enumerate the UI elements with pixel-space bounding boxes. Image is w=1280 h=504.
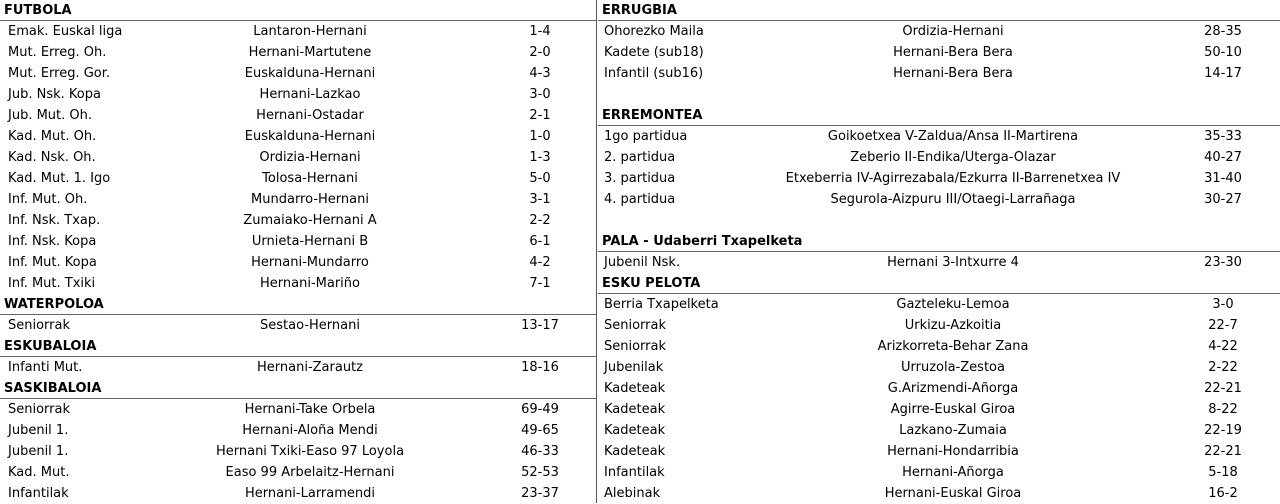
match-score: 50-10 (1204, 45, 1242, 60)
category-label: Alebinak (604, 486, 661, 501)
result-row (598, 42, 1280, 63)
category-label: Berria Txapelketa (604, 297, 719, 312)
match-teams: Hernani-Aloña Mendi (242, 423, 378, 438)
result-row (598, 420, 1280, 441)
match-teams: Goikoetxea V-Zaldua/Ansa II-Martirena (827, 129, 1079, 144)
category-label: Kad. Nsk. Oh. (8, 150, 96, 165)
result-row (0, 399, 596, 420)
sport-section (0, 0, 596, 294)
category-label: Kadeteak (604, 444, 666, 459)
sport-section (598, 273, 1280, 504)
category-label: Emak. Euskal liga (8, 24, 123, 39)
result-row (0, 210, 596, 231)
match-score: 13-17 (521, 318, 559, 333)
sport-section (0, 294, 596, 336)
column-divider (596, 0, 597, 503)
result-row (0, 483, 596, 504)
match-teams: Urnieta-Hernani B (251, 234, 369, 249)
match-teams: Zeberio II-Endika/Uterga-Olazar (850, 150, 1056, 165)
match-teams: Hernani-Larramendi (244, 486, 376, 501)
match-score: 3-1 (529, 192, 551, 207)
result-row (598, 462, 1280, 483)
result-row (598, 126, 1280, 147)
category-label: Jubenilak (604, 360, 664, 375)
category-label: Infantilak (604, 465, 665, 480)
match-teams: Tolosa-Hernani (262, 171, 358, 186)
sport-section (0, 378, 596, 504)
match-score: 5-18 (1208, 465, 1238, 480)
section-title: PALA - Udaberri Txapelketa (598, 231, 1280, 252)
match-score: 7-1 (529, 276, 551, 291)
result-row (598, 21, 1280, 42)
result-row (0, 21, 596, 42)
left-results-column (0, 0, 596, 503)
result-row (598, 147, 1280, 168)
match-teams: Hernani-Mariño (260, 276, 360, 291)
match-score: 31-40 (1204, 171, 1242, 186)
category-label: Ohorezko Maila (604, 24, 704, 39)
match-teams: Hernani-Mundarro (251, 255, 369, 270)
category-label: Inf. Nsk. Txap. (8, 213, 101, 228)
match-score: 22-7 (1208, 318, 1238, 333)
category-label: Inf. Nsk. Kopa (8, 234, 97, 249)
result-row (0, 105, 596, 126)
result-row (598, 399, 1280, 420)
match-teams: Lazkano-Zumaia (899, 423, 1007, 438)
result-row (0, 42, 596, 63)
match-teams: Hernani-Martutene (248, 45, 372, 60)
sport-section (0, 336, 596, 378)
match-teams: Urkizu-Azkoitia (904, 318, 1002, 333)
match-score: 46-33 (521, 444, 559, 459)
match-score: 16-2 (1208, 486, 1238, 501)
section-title: ERREMONTEA (598, 105, 1280, 126)
match-score: 23-30 (1204, 255, 1242, 270)
match-teams: G.Arizmendi-Añorga (887, 381, 1019, 396)
match-teams: Lantaron-Hernani (253, 24, 367, 39)
section-title: WATERPOLOA (0, 294, 596, 315)
match-teams: Etxeberria IV-Agirrezabala/Ezkurra II-Barrenetxea IV (785, 171, 1121, 186)
match-teams: Hernani-Bera Bera (893, 66, 1013, 81)
category-label: Inf. Mut. Oh. (8, 192, 88, 207)
section-title: ESKU PELOTA (598, 273, 1280, 294)
category-label: Jub. Nsk. Kopa (8, 87, 101, 102)
result-row (0, 63, 596, 84)
result-row (598, 63, 1280, 84)
match-score: 2-22 (1208, 360, 1238, 375)
match-teams: Ordizia-Hernani (259, 150, 361, 165)
result-row (0, 126, 596, 147)
result-row (598, 189, 1280, 210)
category-label: Infantilak (8, 486, 69, 501)
section-title: ERRUGBIA (598, 0, 1280, 21)
result-row (0, 252, 596, 273)
match-score: 5-0 (529, 171, 551, 186)
section-title: FUTBOLA (0, 0, 596, 21)
category-label: 2. partidua (604, 150, 676, 165)
match-score: 2-1 (529, 108, 551, 123)
match-score: 1-3 (529, 150, 551, 165)
category-label: Inf. Mut. Kopa (8, 255, 97, 270)
result-row (0, 462, 596, 483)
result-row (0, 420, 596, 441)
result-row (0, 315, 596, 336)
match-score: 4-22 (1208, 339, 1238, 354)
match-score: 52-53 (521, 465, 559, 480)
match-teams: Arizkorreta-Behar Zana (877, 339, 1029, 354)
result-row (598, 336, 1280, 357)
match-teams: Euskalduna-Hernani (244, 129, 376, 144)
result-row (0, 84, 596, 105)
match-teams: Mundarro-Hernani (251, 192, 369, 207)
category-label: Mut. Erreg. Oh. (8, 45, 107, 60)
match-score: 35-33 (1204, 129, 1242, 144)
match-score: 30-27 (1204, 192, 1242, 207)
category-label: Kadete (sub18) (604, 45, 704, 60)
match-teams: Gazteleku-Lemoa (896, 297, 1010, 312)
section-spacer (598, 210, 1280, 231)
match-teams: Hernani Txiki-Easo 97 Loyola (215, 444, 405, 459)
match-teams: Ordizia-Hernani (902, 24, 1004, 39)
result-row (0, 357, 596, 378)
match-score: 1-0 (529, 129, 551, 144)
category-label: Kadeteak (604, 402, 666, 417)
category-label: Jubenil 1. (8, 444, 69, 459)
result-row (598, 378, 1280, 399)
result-row (0, 189, 596, 210)
category-label: Inf. Mut. Txiki (8, 276, 96, 291)
match-teams: Agirre-Euskal Giroa (890, 402, 1016, 417)
match-score: 40-27 (1204, 150, 1242, 165)
category-label: Kad. Mut. 1. Igo (8, 171, 111, 186)
result-row (0, 147, 596, 168)
match-teams: Hernani-Euskal Giroa (884, 486, 1022, 501)
match-score: 22-21 (1204, 381, 1242, 396)
match-score: 2-2 (529, 213, 551, 228)
result-row (0, 231, 596, 252)
match-teams: Hernani-Hondarribia (887, 444, 1019, 459)
section-title: SASKIBALOIA (0, 378, 596, 399)
sport-section (598, 231, 1280, 273)
section-spacer (598, 84, 1280, 105)
match-score: 8-22 (1208, 402, 1238, 417)
category-label: Jub. Mut. Oh. (8, 108, 93, 123)
match-score: 49-65 (521, 423, 559, 438)
category-label: Seniorrak (604, 318, 667, 333)
match-score: 23-37 (521, 486, 559, 501)
category-label: Seniorrak (8, 318, 71, 333)
match-score: 4-2 (529, 255, 551, 270)
result-row (0, 441, 596, 462)
category-label: Infanti Mut. (8, 360, 83, 375)
match-teams: Hernani-Añorga (902, 465, 1004, 480)
category-label: Kadeteak (604, 423, 666, 438)
category-label: 4. partidua (604, 192, 676, 207)
match-score: 6-1 (529, 234, 551, 249)
match-score: 22-19 (1204, 423, 1242, 438)
match-score: 1-4 (529, 24, 551, 39)
match-score: 14-17 (1204, 66, 1242, 81)
match-teams: Hernani-Zarautz (257, 360, 363, 375)
category-label: Jubenil Nsk. (604, 255, 681, 270)
category-label: Seniorrak (604, 339, 667, 354)
match-teams: Hernani-Ostadar (256, 108, 364, 123)
match-teams: Hernani-Bera Bera (893, 45, 1013, 60)
category-label: Infantil (sub16) (604, 66, 704, 81)
section-title: ESKUBALOIA (0, 336, 596, 357)
match-score: 2-0 (529, 45, 551, 60)
match-teams: Urruzola-Zestoa (901, 360, 1005, 375)
match-score: 28-35 (1204, 24, 1242, 39)
match-teams: Hernani-Take Orbela (244, 402, 376, 417)
result-row (598, 483, 1280, 504)
result-row (598, 315, 1280, 336)
sport-section (598, 0, 1280, 105)
right-results-column (598, 0, 1280, 503)
match-score: 4-3 (529, 66, 551, 81)
category-label: Mut. Erreg. Gor. (8, 66, 111, 81)
result-row (598, 252, 1280, 273)
sport-section (598, 105, 1280, 231)
category-label: Kadeteak (604, 381, 666, 396)
match-teams: Easo 99 Arbelaitz-Hernani (225, 465, 395, 480)
match-teams: Euskalduna-Hernani (244, 66, 376, 81)
category-label: Jubenil 1. (8, 423, 69, 438)
result-row (598, 294, 1280, 315)
category-label: Seniorrak (8, 402, 71, 417)
category-label: Kad. Mut. Oh. (8, 129, 97, 144)
category-label: 3. partidua (604, 171, 676, 186)
match-score: 3-0 (1212, 297, 1234, 312)
match-teams: Sestao-Hernani (260, 318, 360, 333)
result-row (0, 168, 596, 189)
category-label: Kad. Mut. (8, 465, 70, 480)
result-row (0, 273, 596, 294)
match-teams: Zumaiako-Hernani A (243, 213, 377, 228)
match-score: 3-0 (529, 87, 551, 102)
category-label: 1go partidua (604, 129, 688, 144)
match-score: 69-49 (521, 402, 559, 417)
match-teams: Segurola-Aizpuru III/Otaegi-Larrañaga (830, 192, 1076, 207)
match-teams: Hernani-Lazkao (259, 87, 361, 102)
match-score: 18-16 (521, 360, 559, 375)
match-score: 22-21 (1204, 444, 1242, 459)
result-row (598, 441, 1280, 462)
match-teams: Hernani 3-Intxurre 4 (887, 255, 1019, 270)
result-row (598, 168, 1280, 189)
result-row (598, 357, 1280, 378)
